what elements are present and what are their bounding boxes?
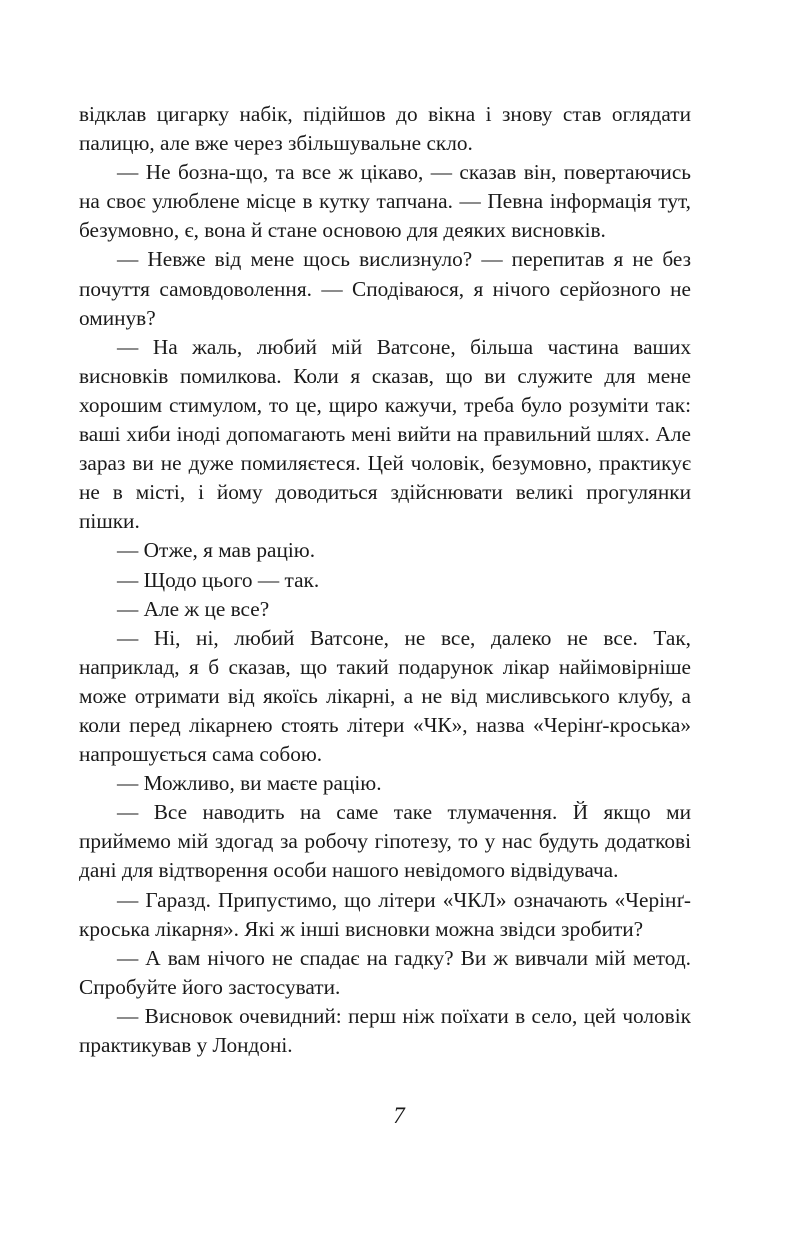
paragraph-11: — Гаразд. Припустимо, що літери «ЧКЛ» означають «Черінґ-кроська лікарня». Які ж інші висновки можна звідси зробити? — [79, 887, 691, 941]
page-number: 7 — [393, 1103, 405, 1128]
paragraph-4: — На жаль, любий мій Ватсоне, більша частина ваших висновків помилкова. Коли я сказав, що ви служите для мене хорошим стимулом, то це, щиро кажучи, треба було розуміти так: ваші хиби іноді допомагають мені вийти на правильний шлях. Але зараз ви не дуже помиляєтеся. Цей чоловік, безумовно, практикує не в місті, і йому доводиться здійснювати великі прогулянки пішки. — [79, 334, 691, 534]
body-text — [79, 100, 691, 1060]
paragraph-10: — Все наводить на саме таке тлумачення. Й якщо ми приймемо мій здогад за робочу гіпотезу, то у нас будуть додаткові дані для відтворення особи нашого невідомого відвідувача. — [79, 800, 691, 883]
paragraph-12: — А вам нічого не спадає на гадку? Ви ж вивчали мій метод. Спробуйте його застосувати. — [79, 945, 691, 999]
paragraph-1: відклав цигарку набік, підійшов до вікна і знову став оглядати палицю, але вже через збільшувальне скло. — [79, 102, 691, 156]
paragraph-3: — Невже від мене щось вислизнуло? — перепитав я не без почуття самовдоволення. — Сподіваюся, я нічого серйозного не оминув? — [79, 247, 691, 330]
paragraph-2: — Не бозна-що, та все ж цікаво, — сказав він, повертаючись на своє улюблене місце в кутку тапчана. — Певна інформація тут, безумовно, є, вона й стане основою для деяких висновків. — [79, 160, 691, 243]
paragraph-7: — Але ж це все? — [117, 596, 270, 621]
paragraph-9: — Можливо, ви маєте рацію. — [117, 771, 382, 796]
paragraph-8: — Ні, ні, любий Ватсоне, не все, далеко не все. Так, наприклад, я б сказав, що такий подарунок лікар найімовірніше може отримати від якоїсь лікарні, а не від мисливського клубу, а коли перед лікарнею стоять літери «ЧК», назва «Черінґ-кроська» напрошується сама собою. — [79, 625, 691, 767]
paragraph-5: — Отже, я мав рацію. — [117, 538, 316, 563]
paragraph-13: — Висновок очевидний: перш ніж поїхати в село, цей чоловік практикував у Лондоні. — [79, 1003, 691, 1057]
paragraph-6: — Щодо цього — так. — [117, 567, 320, 592]
